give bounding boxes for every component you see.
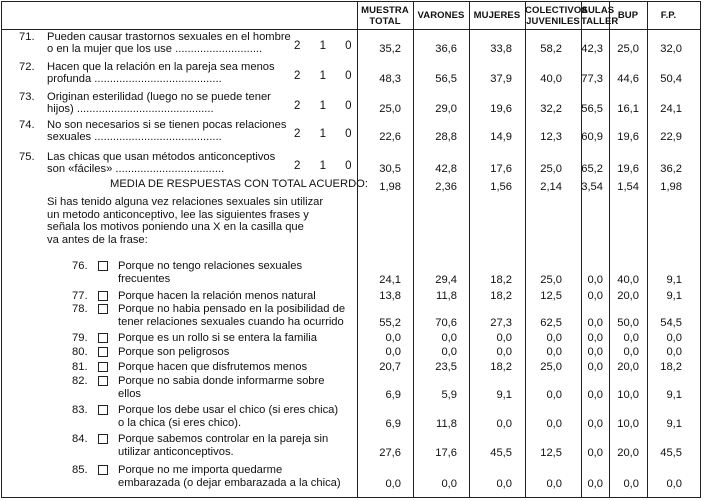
value-cell: 20,7 [379,361,401,373]
item-number: 71. [19,31,35,43]
value-cell: 16,1 [617,103,639,115]
checkbox [98,465,108,475]
value-cell: 25,0 [540,361,562,373]
value-cell: 19,6 [617,163,639,175]
value-cell: 1,56 [490,181,512,193]
item-text: o la chica (si eres chico). [118,416,242,429]
intro-text: un metodo anticonceptivo, lee las siguientes frases y [47,208,309,221]
value-cell: 10,0 [617,418,639,430]
value-cell: 0,0 [623,346,639,358]
value-cell: 12,3 [540,131,562,143]
checkbox [98,304,108,314]
column-header-line: MUESTRA [361,5,409,16]
item-text: ellos [118,387,142,400]
item-text: o en la mujer que los use ............................ [47,43,263,55]
value-cell: 0,0 [666,332,682,344]
column-header-line: COLECTIVOS [525,5,588,16]
value-cell: 0,0 [587,478,603,490]
value-cell: 0,0 [666,478,682,490]
value-cell: 0,0 [546,418,562,430]
value-cell: 0,0 [496,346,512,358]
value-cell: 50,4 [660,73,682,85]
checkbox [98,434,108,444]
value-cell: 0,0 [666,346,682,358]
item-text: profunda ......................................... [47,73,222,85]
value-cell: 56,5 [581,103,603,115]
item-text: Porque hacen que disfrutemos menos [118,361,308,373]
intro-text: señala los motivos poniendo una X en la casilla que [47,221,304,233]
checkbox [98,347,108,357]
value-cell: 0,0 [546,346,562,358]
value-cell: 25,0 [379,103,401,115]
value-cell: 0,0 [587,346,603,358]
column-header-line: BUP [617,10,639,21]
value-cell: 58,2 [540,43,562,55]
value-cell: 27,3 [490,317,512,329]
checkbox [98,362,108,372]
value-cell: 9,1 [666,290,682,302]
value-cell: 20,0 [617,361,639,373]
value-cell: 18,2 [490,290,512,302]
value-cell: 50,0 [617,317,639,329]
value-cell: 19,6 [617,131,639,143]
item-text: embarazada (o dejar embarazada a la chica) [118,476,341,489]
value-cell: 18,2 [660,361,682,373]
value-cell: 2,36 [435,181,457,193]
item-text: Hacen que la relación en la pareja sea menos [47,61,275,73]
value-cell: 23,5 [435,361,457,373]
item-text: hijos) ............................................ [47,103,214,115]
item-number: 85. [72,464,88,476]
value-cell: 0,0 [385,346,401,358]
item-text: tener relaciones sexuales cuando ha ocurrido [118,315,344,328]
value-cell: 0,0 [385,332,401,344]
value-cell: 0,0 [546,332,562,344]
item-text: son «fáciles» ................................... [47,163,225,175]
item-number: 73. [19,91,35,103]
value-cell: 36,2 [660,163,682,175]
intro-text: Si has tenido alguna vez relaciones sexuales sin utilizar [47,196,324,208]
value-cell: 0,0 [496,418,512,430]
answer-scale: 2 1 0 [294,100,360,112]
value-cell: 0,0 [546,389,562,401]
value-cell: 25,0 [617,43,639,55]
media-label: MEDIA DE RESPUESTAS CON TOTAL ACUERDO: [110,178,368,190]
value-cell: 60,9 [581,131,603,143]
checkbox [98,333,108,343]
value-cell: 9,1 [666,418,682,430]
value-cell: 1,98 [379,181,401,193]
value-cell: 27,6 [379,447,401,459]
column-header-line: VARONES [417,10,465,21]
value-cell: 17,6 [490,163,512,175]
item-number: 84. [72,433,88,445]
item-text: frecuentes [118,272,171,285]
item-number: 83. [72,404,88,416]
value-cell: 40,0 [540,73,562,85]
value-cell: 0,0 [587,447,603,459]
column-header-line: MUJERES [473,10,521,21]
value-cell: 0,0 [623,478,639,490]
item-number: 81. [72,361,88,373]
item-number: 78. [72,303,88,315]
column-header-line: AULAS [581,5,615,16]
value-cell: 13,8 [379,290,401,302]
value-cell: 5,9 [441,389,457,401]
value-cell: 18,2 [490,274,512,286]
item-text: Porque no me importa quedarme [118,464,283,476]
value-cell: 0,0 [496,478,512,490]
value-cell: 0,0 [587,332,603,344]
column-header-line: TOTAL [369,16,401,27]
value-cell: 0,0 [587,317,603,329]
item-text: Porque no habia pensado en la posibilidad de [118,303,346,315]
answer-scale: 2 1 0 [294,128,360,140]
value-cell: 11,8 [436,418,457,430]
header-divider [1,29,701,30]
value-cell: 0,0 [546,478,562,490]
item-number: 82. [72,375,88,387]
item-number: 76. [72,260,88,272]
value-cell: 70,6 [435,317,457,329]
value-cell: 1,54 [617,181,639,193]
value-cell: 9,1 [666,274,682,286]
value-cell: 35,2 [379,43,401,55]
value-cell: 28,8 [435,131,457,143]
value-cell: 6,9 [385,389,401,401]
value-cell: 29,4 [435,274,457,286]
value-cell: 33,8 [490,43,512,55]
item-text: sexuales ......................................... [47,131,222,143]
value-cell: 42,8 [435,163,457,175]
column-header [525,5,588,27]
item-number: 80. [72,346,88,358]
column-header-line: TALLER [581,16,619,27]
item-text: No son necesarios si se tienen pocas relaciones [47,119,287,131]
item-text: Porque son peligrosos [118,346,230,358]
value-cell: 29,0 [435,103,457,115]
item-text: Porque no tengo relaciones sexuales [118,260,303,272]
item-text: Porque los debe usar el chico (si eres chica) [118,404,339,416]
item-text: utilizar anticonceptivos. [118,445,234,458]
item-number: 79. [72,332,88,344]
value-cell: 9,1 [666,389,682,401]
checkbox [98,291,108,301]
item-number: 74. [19,119,35,131]
answer-scale: 2 1 0 [294,40,360,52]
value-cell: 0,0 [441,346,457,358]
item-text: Originan esterilidad (luego no se puede tener [47,91,271,103]
answer-scale: 2 1 0 [294,70,360,82]
item-number: 75. [19,151,35,163]
item-text: Porque es un rollo si se entera la familia [118,332,317,344]
value-cell: 20,0 [617,447,639,459]
value-cell: 32,0 [660,43,682,55]
item-text: Las chicas que usan métodos anticonceptivos [47,151,276,163]
value-cell: 25,0 [540,274,562,286]
value-cell: 0,0 [385,478,401,490]
value-cell: 40,0 [617,274,639,286]
value-cell: 45,5 [490,447,512,459]
checkbox [98,261,108,271]
value-cell: 37,9 [490,73,512,85]
value-cell: 22,6 [379,131,401,143]
value-cell: 0,0 [623,332,639,344]
value-cell: 3,54 [581,181,603,193]
column-header [357,5,413,27]
value-cell: 9,1 [496,389,512,401]
value-cell: 0,0 [496,332,512,344]
column-header-line: JUVENILES [526,16,580,27]
column-header [581,5,619,27]
value-cell: 0,0 [587,361,603,373]
column-header [469,10,525,21]
checkbox [98,376,108,386]
checkbox [98,405,108,415]
value-cell: 24,1 [379,274,401,286]
value-cell: 18,2 [490,361,512,373]
item-text: Porque hacen la relación menos natural [118,290,316,302]
value-cell: 11,8 [436,290,457,302]
value-cell: 62,5 [540,317,562,329]
item-text: Porque sabemos controlar en la pareja sin [118,433,329,445]
item-text: Porque no sabia donde informarme sobre [118,375,325,387]
value-cell: 32,2 [540,103,562,115]
value-cell: 30,5 [379,163,401,175]
item-text: Pueden causar trastornos sexuales en el hombre [47,31,291,43]
column-header-line: F.P. [660,10,677,21]
value-cell: 12,5 [540,447,562,459]
column-header [413,10,469,21]
column-header [647,10,690,21]
answer-scale: 2 1 0 [294,160,360,172]
item-number: 72. [19,61,35,73]
value-cell: 77,3 [581,73,603,85]
value-cell: 22,9 [660,131,682,143]
value-cell: 0,0 [441,478,457,490]
value-cell: 42,3 [581,43,603,55]
column-header [609,10,647,21]
value-cell: 25,0 [540,163,562,175]
value-cell: 0,0 [587,389,603,401]
value-cell: 2,14 [540,181,562,193]
value-cell: 17,6 [435,447,457,459]
value-cell: 55,2 [379,317,401,329]
intro-text: va antes de la frase: [47,233,148,246]
value-cell: 6,9 [385,418,401,430]
value-cell: 44,6 [617,73,639,85]
value-cell: 20,0 [617,290,639,302]
value-cell: 24,1 [660,103,682,115]
value-cell: 0,0 [587,274,603,286]
item-number: 77. [72,290,88,302]
value-cell: 54,5 [660,317,682,329]
value-cell: 65,2 [581,163,603,175]
value-cell: 19,6 [490,103,512,115]
value-cell: 36,6 [435,43,457,55]
value-cell: 0,0 [587,290,603,302]
value-cell: 12,5 [540,290,562,302]
value-cell: 10,0 [617,389,639,401]
value-cell: 56,5 [435,73,457,85]
value-cell: 14,9 [490,131,512,143]
value-cell: 45,5 [660,447,682,459]
value-cell: 0,0 [587,418,603,430]
value-cell: 48,3 [379,73,401,85]
value-cell: 1,98 [660,181,682,193]
value-cell: 0,0 [441,332,457,344]
